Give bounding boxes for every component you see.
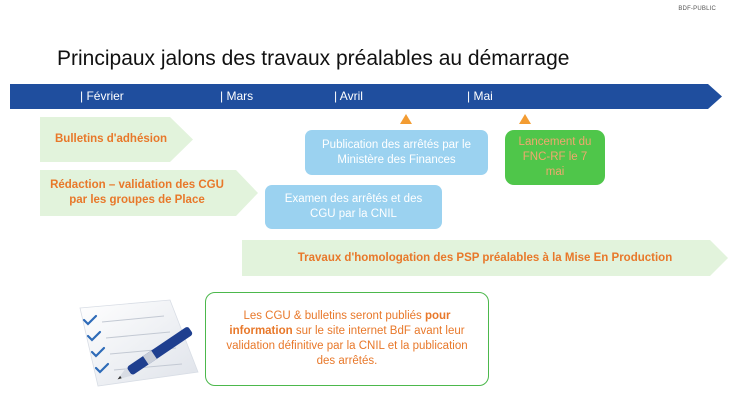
chevron-bulletins-label: Bulletins d'adhésion [55,133,167,145]
page-title: Principaux jalons des travaux préalables au démarrage [57,47,570,70]
month-avril: | Avril [334,89,363,103]
classification-label: BDF-PUBLIC [678,6,716,12]
month-mars: | Mars [220,89,254,103]
month-fevrier: | Février [80,89,124,103]
milestone-marker-lancement [519,114,531,124]
month-mai: | Mai [467,89,493,103]
chevron-cgu-label: Rédaction – validation des CGU par les groupes de Place [50,179,224,206]
info-note [205,292,489,386]
milestone-marker-publication [400,114,412,124]
checklist-pen-icon [74,298,204,388]
info-note-text: Les CGU & bulletins seront publiés pour information sur le site internet BdF avant leur validation définitive par la CNIL et la publication des arrêtés. [226,310,468,367]
info-note-emphasis: pour information [229,310,451,337]
box-examen-cnil: Examen des arrêtés et des CGU par la CNIL [265,185,442,229]
box-lancement-fnc: Lancement du FNC-RF le 7 mai [505,130,605,185]
box-publication-arretes: Publication des arrêtés par le Ministère des Finances [305,130,488,175]
chevron-homologation-label: Travaux d'homologation des PSP préalables à la Mise En Production [297,251,673,264]
